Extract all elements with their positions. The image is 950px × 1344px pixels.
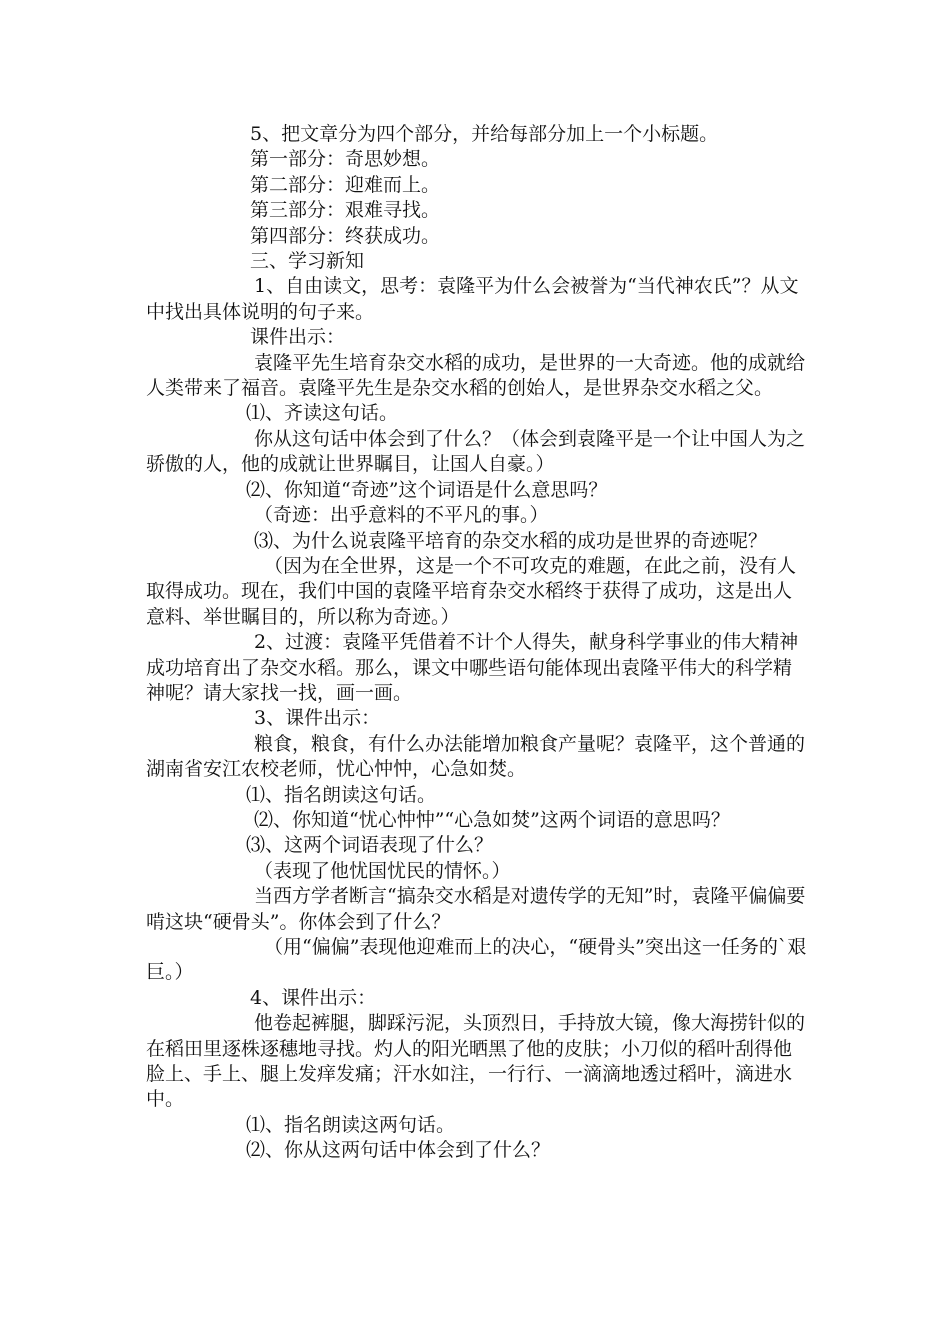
- paragraph: 5、把文章分为四个部分，并给每部分加上一个小标题。: [250, 123, 719, 145]
- paragraph: ⑶、为什么说袁隆平培育的杂交水稻的成功是世界的奇迹呢？: [254, 529, 768, 552]
- paragraph: 你从这句话中体会到了什么？（体会到袁隆平是一个让中国人为之骄傲的人，他的成就让世界瞩目，让国人自豪。）: [146, 427, 806, 476]
- paragraph: ⑴、指名朗读这两句话。: [246, 1113, 456, 1136]
- paragraph: ⑵、你从这两句话中体会到了什么？: [246, 1139, 551, 1162]
- paragraph: 3、课件出示：: [254, 707, 381, 730]
- paragraph: （因为在全世界，这是一个不可攻克的难题，在此之前，没有人取得成功。现在，我们中国的袁隆平培育杂交水稻终于获得了成功，这是出人意料、举世瞩目的，所以称为奇迹。）: [146, 554, 797, 628]
- paragraph: ⑴、齐读这句话。: [246, 402, 399, 425]
- quoted-passage: 他卷起裤腿，脚踩污泥，头顶烈日，手持放大镜，像大海捞针似的在稻田里逐株逐穗地寻找。灼人的阳光晒黑了他的皮肤；小刀似的稻叶刮得他脸上、手上、腿上发痒发痛；汗水如注，一行行、一滴滴地透过稻叶，滴进水中。: [146, 1012, 806, 1111]
- paragraph: 1、自由读文，思考：袁隆平为什么会被誉为“当代神农氏”？从文中找出具体说明的句子来。: [146, 275, 799, 323]
- document-body: [146, 122, 810, 1164]
- paragraph: 第四部分：终获成功。: [250, 224, 441, 247]
- paragraph: 4、课件出示：: [250, 986, 377, 1009]
- quoted-passage: 粮食，粮食，有什么办法能增加粮食产量呢？袁隆平，这个普通的湖南省安江农校老师，忧心忡忡，心急如焚。: [146, 732, 806, 781]
- paragraph: 当西方学者断言“搞杂交水稻是对遗传学的无知”时，袁隆平偏偏要啃这块“硬骨头”。你体会到了什么？: [146, 885, 806, 933]
- paragraph: 2、过渡：袁隆平凭借着不计个人得失，献身科学事业的伟大精神成功培育出了杂交水稻。那么，课文中哪些语句能体现出袁隆平伟大的科学精神呢？请大家找一找，画一画。: [146, 631, 799, 704]
- paragraph: 第二部分：迎难而上。: [250, 173, 441, 196]
- quoted-passage: 袁隆平先生培育杂交水稻的成功，是世界的一大奇迹。他的成就给人类带来了福音。袁隆平先生是杂交水稻的创始人，是世界杂交水稻之父。: [146, 351, 806, 400]
- paragraph: 课件出示：: [250, 326, 346, 349]
- paragraph: （用“偏偏”表现他迎难而上的决心，“硬骨头”突出这一任务的`艰巨。）: [146, 936, 807, 984]
- paragraph: 第三部分：艰难寻找。: [250, 199, 441, 222]
- paragraph: ⑴、指名朗读这句话。: [246, 783, 437, 806]
- paragraph: （奇迹：出乎意料的不平凡的事。）: [254, 504, 549, 527]
- paragraph: ⑶、这两个词语表现了什么？: [246, 834, 494, 857]
- section-heading: 三、学习新知: [250, 250, 365, 273]
- paragraph: 第一部分：奇思妙想。: [250, 148, 441, 171]
- paragraph: ⑵、你知道“奇迹”这个词语是什么意思吗？: [246, 478, 608, 501]
- paragraph: （表现了他忧国忧民的情怀。）: [254, 859, 511, 882]
- paragraph: ⑵、你知道“忧心忡忡”“心急如焚”这两个词语的意思吗？: [254, 808, 730, 831]
